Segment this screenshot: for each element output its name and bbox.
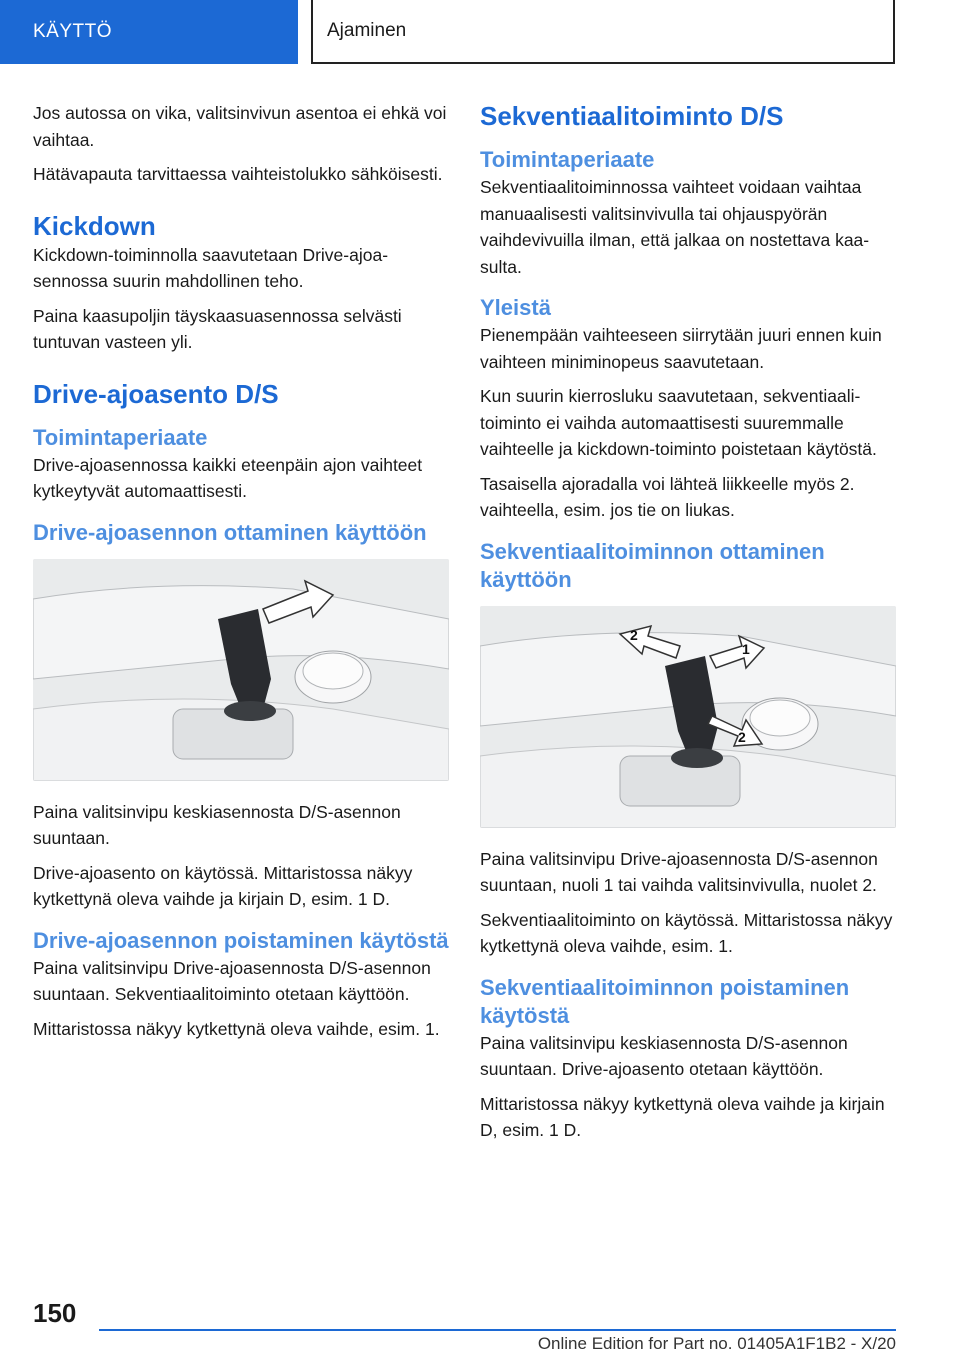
- paragraph: Kickdown-toiminnolla saavutetaan Drive-ajoasennossa suurin mahdollinen teho.: [33, 244, 389, 291]
- gear-selector-drawing: [480, 606, 896, 828]
- drive-heading: Drive-ajoasento D/S: [33, 378, 279, 409]
- footer-divider: [99, 1329, 896, 1331]
- drive-enable-heading: Drive-ajoasennon ottaminen käyttöön: [33, 519, 427, 545]
- paragraph: Mittaristossa näkyy kytkettynä oleva vaihde ja kirjain D, esim. 1 D.: [480, 1093, 885, 1140]
- paragraph: Kun suurin kierrosluku saavutetaan, sekventiaalitoiminto ei vaihda automaattisesti suuremmalle vaihteelle ja kickdown-toiminto poistetaan käytöstä.: [480, 386, 877, 459]
- chapter-header: [311, 0, 895, 64]
- arrow-label-1: 1: [742, 640, 750, 657]
- paragraph: Sekventiaalitoiminnossa vaihteet voidaan vaihtaa manuaalisesti valitsinvivulla tai ohjauspyörän vaihdevivuilla ilman, että jalkaa on nostettava kaasulta.: [480, 177, 870, 277]
- drive-disable-heading: Drive-ajoasennon poistaminen käytöstä: [33, 927, 449, 953]
- gear-selector-drawing: [33, 559, 449, 781]
- arrow-label-2-lower: 2: [738, 728, 746, 745]
- paragraph: Paina valitsinvipu keskiasennosta D/S-asennon suuntaan.: [33, 801, 401, 848]
- gear-selector-illustration-sequential: [480, 606, 896, 828]
- gear-selector-illustration-drive: [33, 559, 449, 781]
- left-column: [33, 100, 449, 1050]
- section-tab: KÄYTTÖ: [0, 0, 298, 64]
- drive-principle-heading: Toimintaperiaate: [33, 424, 208, 450]
- paragraph: Paina kaasupoljin täyskaasuasennossa selvästi tuntuvan vasteen yli.: [33, 305, 402, 352]
- paragraph: Pienempään vaihteeseen siirrytään juuri ennen kuin vaihteen miniminopeus saavutetaan.: [480, 325, 882, 372]
- paragraph: Hätävapauta tarvittaessa vaihteistolukko sähköisesti.: [33, 164, 443, 184]
- seq-principle-heading: Toimintaperiaate: [480, 147, 655, 172]
- paragraph: Drive-ajoasennossa kaikki eteenpäin ajon vaihteet kytkeytyvät automaattisesti.: [33, 454, 423, 501]
- paragraph: Jos autossa on vika, valitsinvivun asentoa ei ehkä voi vaihtaa.: [33, 103, 447, 150]
- paragraph: Mittaristossa näkyy kytkettynä oleva vaihde, esim. 1.: [33, 1018, 440, 1039]
- paragraph: Sekventiaalitoiminto on käytössä. Mittaristossa näkyy kytkettynä oleva vaihde, esim. 1.: [480, 909, 893, 956]
- seq-disable-heading: Sekventiaalitoiminnon poistaminen käytöstä: [480, 974, 850, 1028]
- arrow-label-2: 2: [630, 626, 638, 643]
- page-number: 150: [33, 1298, 77, 1328]
- paragraph: Drive-ajoasento on käytössä. Mittaristossa näkyy kytkettynä oleva vaihde ja kirjain D, esim. 1 D.: [33, 862, 413, 909]
- footer-edition: Online Edition for Part no. 01405A1F1B2 - X/20: [537, 1334, 896, 1353]
- general-heading: Yleistä: [480, 295, 551, 320]
- paragraph: Paina valitsinvipu Drive-ajoasennosta D/S-asennon suuntaan. Sekventiaalitoiminto otetaan käyttöön.: [33, 957, 431, 1004]
- seq-enable-heading: Sekventiaalitoiminnon ottaminen käyttöön: [480, 538, 825, 592]
- chapter-title: Ajaminen: [327, 20, 407, 41]
- seq-heading: Sekventiaalitoiminto D/S: [480, 101, 784, 131]
- paragraph: Paina valitsinvipu keskiasennosta D/S-asennon suuntaan. Drive-ajoasento otetaan käyttöön.: [480, 1032, 848, 1079]
- paragraph: Tasaisella ajoradalla voi lähteä liikkeelle myös 2. vaihteella, esim. jos tie on liukas.: [480, 473, 855, 520]
- kickdown-heading: Kickdown: [33, 210, 156, 241]
- right-column: [480, 100, 896, 1152]
- paragraph: Paina valitsinvipu Drive-ajoasennosta D/S-asennon suuntaan, nuoli 1 tai vaihda valitsinvivulla, nuolet 2.: [480, 848, 878, 895]
